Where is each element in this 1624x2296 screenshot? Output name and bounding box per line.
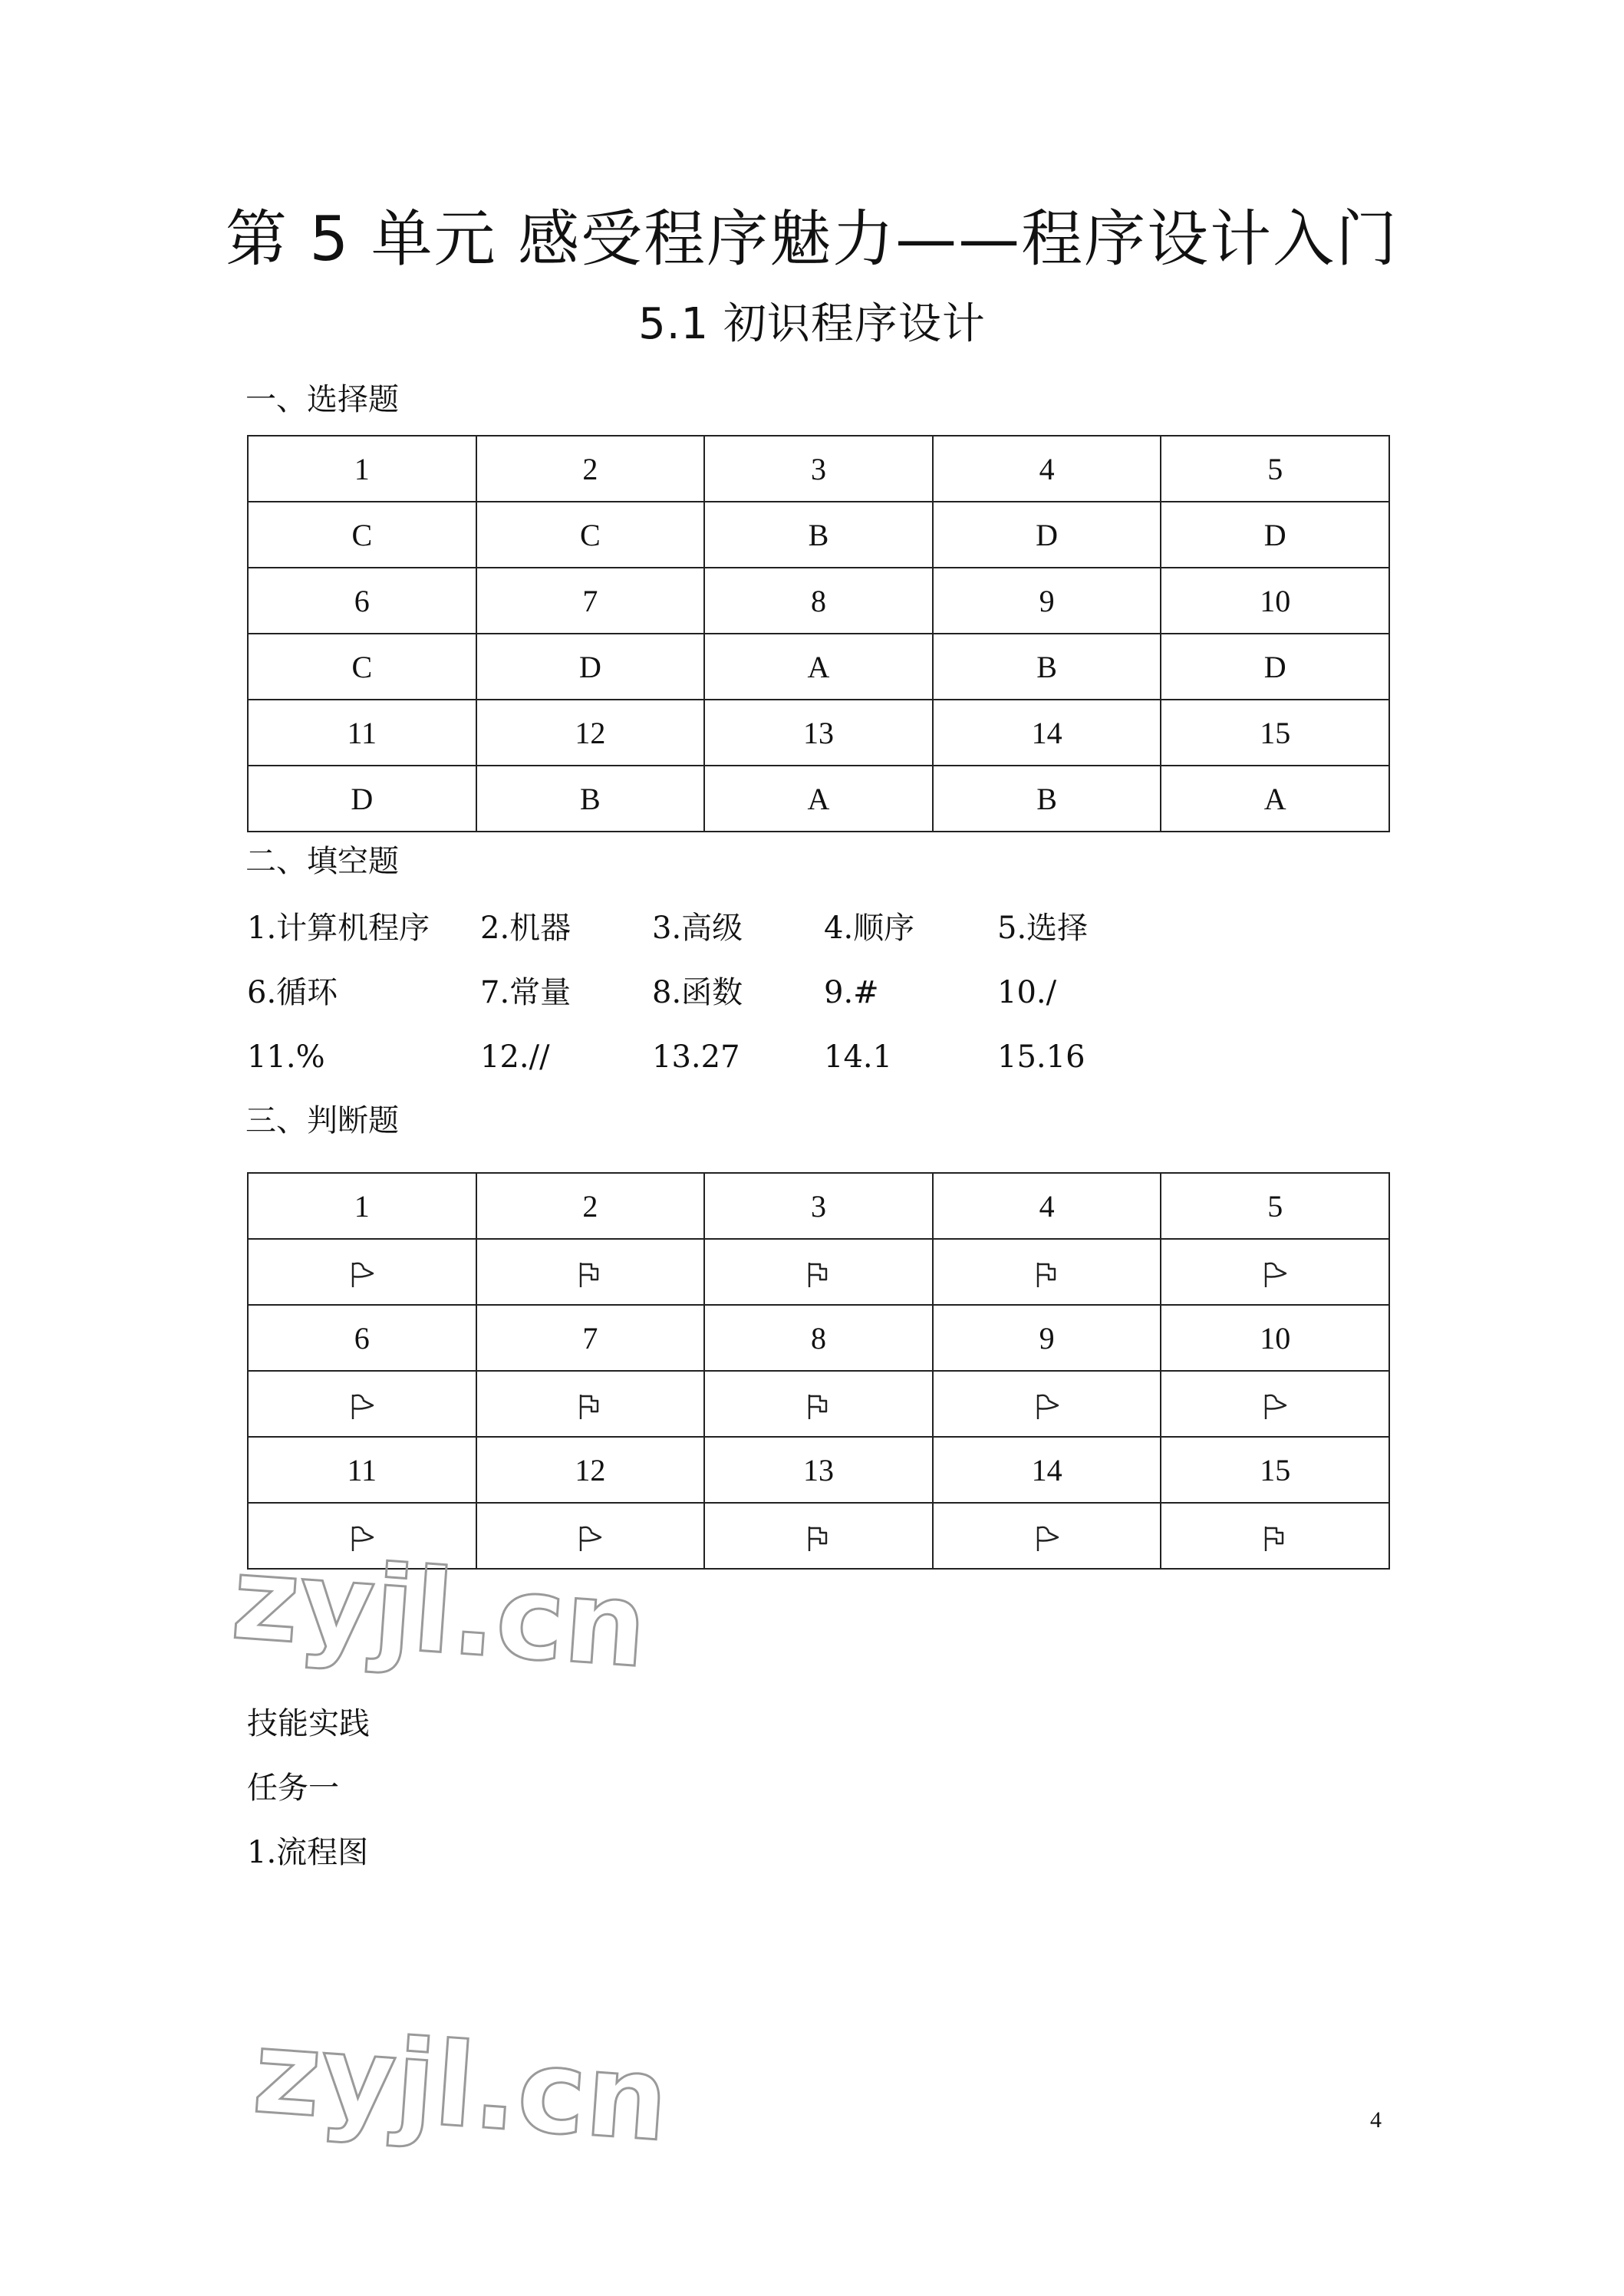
question-number-cell: 14 — [933, 1437, 1161, 1503]
question-number-cell: 12 — [476, 700, 705, 766]
question-number-cell: 4 — [933, 436, 1161, 502]
lesson-subtitle: 5.1 初识程序设计 — [638, 299, 986, 349]
judgement-cell — [1161, 1371, 1389, 1437]
choice-answer-table — [247, 435, 1390, 832]
question-number-cell: 12 — [476, 1437, 705, 1503]
fill-answer: 6.循环 — [247, 975, 338, 1010]
practice-item: 1.流程图 — [247, 1835, 369, 1870]
practice-heading: 技能实践 — [247, 1706, 370, 1741]
answer-cell: C — [248, 634, 476, 700]
question-number-cell: 8 — [704, 568, 933, 634]
question-number-row — [248, 1437, 1389, 1503]
fill-answer: 9.# — [824, 975, 879, 1010]
wrong-flag-icon — [803, 1392, 834, 1422]
question-number-cell: 11 — [248, 1437, 476, 1503]
question-number-cell: 2 — [476, 1173, 705, 1239]
judgement-cell — [933, 1239, 1161, 1305]
question-number-cell: 7 — [476, 1305, 705, 1371]
fill-answer: 13.27 — [652, 1039, 740, 1075]
judgement-row — [248, 1239, 1389, 1305]
question-number-cell: 10 — [1161, 1305, 1389, 1371]
judgement-cell — [1161, 1503, 1389, 1569]
fill-answer: 14.1 — [824, 1039, 893, 1075]
question-number-row — [248, 1305, 1389, 1371]
answer-cell: D — [933, 502, 1161, 568]
judgement-cell — [1161, 1239, 1389, 1305]
page-number: 4 — [1370, 2107, 1382, 2133]
judgement-cell — [704, 1239, 933, 1305]
judgement-row — [248, 1371, 1389, 1437]
judgement-cell — [704, 1371, 933, 1437]
judgement-cell — [933, 1371, 1161, 1437]
fill-answer: 11.% — [247, 1039, 325, 1075]
question-number-cell: 1 — [248, 436, 476, 502]
practice-task: 任务一 — [247, 1771, 339, 1806]
fill-answer: 8.函数 — [652, 975, 743, 1010]
judgement-cell — [248, 1239, 476, 1305]
judgement-cell — [248, 1371, 476, 1437]
answer-cell: A — [704, 634, 933, 700]
question-number-row — [248, 1173, 1389, 1239]
question-number-cell: 6 — [248, 1305, 476, 1371]
watermark-logo-2 — [245, 2005, 673, 2168]
question-number-row — [248, 568, 1389, 634]
fill-answer: 15.16 — [997, 1039, 1085, 1075]
question-number-cell: 9 — [933, 1305, 1161, 1371]
question-number-cell: 3 — [704, 436, 933, 502]
question-number-cell: 15 — [1161, 1437, 1389, 1503]
answer-row — [248, 502, 1389, 568]
question-number-cell: 8 — [704, 1305, 933, 1371]
correct-flag-icon — [347, 1260, 377, 1290]
wrong-flag-icon — [803, 1260, 834, 1290]
answer-cell: C — [248, 502, 476, 568]
answer-cell: B — [933, 766, 1161, 832]
fill-section-heading: 二、填空题 — [245, 844, 399, 879]
fill-answer: 10./ — [997, 975, 1057, 1010]
question-number-cell: 5 — [1161, 436, 1389, 502]
fill-answer: 1.计算机程序 — [247, 911, 430, 946]
question-number-cell: 14 — [933, 700, 1161, 766]
answer-cell: D — [248, 766, 476, 832]
wrong-flag-icon — [575, 1392, 605, 1422]
question-number-cell: 13 — [704, 1437, 933, 1503]
question-number-cell: 4 — [933, 1173, 1161, 1239]
answer-cell: B — [476, 766, 705, 832]
question-number-row — [248, 700, 1389, 766]
correct-flag-icon — [1260, 1392, 1290, 1422]
correct-flag-icon — [1260, 1260, 1290, 1290]
svg-text:zyjl.cn: zyjl.cn — [249, 2005, 673, 2168]
wrong-flag-icon — [803, 1524, 834, 1554]
judge-answer-table — [247, 1172, 1390, 1570]
choice-section-heading: 一、选择题 — [245, 382, 399, 417]
wrong-flag-icon — [1260, 1524, 1290, 1554]
question-number-cell: 13 — [704, 700, 933, 766]
wrong-flag-icon — [575, 1260, 605, 1290]
question-number-cell: 5 — [1161, 1173, 1389, 1239]
answer-cell: A — [704, 766, 933, 832]
question-number-cell: 3 — [704, 1173, 933, 1239]
answer-row — [248, 634, 1389, 700]
answer-cell: C — [476, 502, 705, 568]
fill-answer-row — [247, 971, 1390, 1014]
answer-cell: A — [1161, 766, 1389, 832]
fill-answer-row — [247, 1036, 1390, 1079]
judgement-cell — [704, 1503, 933, 1569]
answer-cell: B — [933, 634, 1161, 700]
correct-flag-icon — [1032, 1392, 1062, 1422]
correct-flag-icon — [575, 1524, 605, 1554]
judge-section-heading: 三、判断题 — [245, 1103, 399, 1138]
question-number-cell: 1 — [248, 1173, 476, 1239]
question-number-cell: 10 — [1161, 568, 1389, 634]
unit-title: 第 5 单元 感受程序魅力——程序设计入门 — [225, 203, 1399, 275]
question-number-cell: 15 — [1161, 700, 1389, 766]
answer-cell: D — [1161, 634, 1389, 700]
judgement-cell — [476, 1239, 705, 1305]
fill-answer: 5.选择 — [997, 911, 1089, 946]
fill-answer: 4.顺序 — [824, 911, 915, 946]
fill-answer: 3.高级 — [652, 911, 743, 946]
fill-answer: 12.// — [480, 1039, 550, 1075]
fill-answer: 2.机器 — [480, 911, 572, 946]
question-number-row — [248, 436, 1389, 502]
judgement-cell — [476, 1371, 705, 1437]
watermark-logo-1 — [224, 1531, 651, 1694]
question-number-cell: 6 — [248, 568, 476, 634]
judgement-cell — [933, 1503, 1161, 1569]
answer-row — [248, 766, 1389, 832]
answer-cell: D — [476, 634, 705, 700]
answer-cell: B — [704, 502, 933, 568]
question-number-cell: 7 — [476, 568, 705, 634]
correct-flag-icon — [347, 1392, 377, 1422]
correct-flag-icon — [1032, 1524, 1062, 1554]
fill-answer-row — [247, 907, 1390, 950]
wrong-flag-icon — [1032, 1260, 1062, 1290]
answer-cell: D — [1161, 502, 1389, 568]
question-number-cell: 2 — [476, 436, 705, 502]
question-number-cell: 9 — [933, 568, 1161, 634]
svg-text:zyjl.cn: zyjl.cn — [228, 1531, 651, 1694]
fill-answer: 7.常量 — [480, 975, 572, 1010]
question-number-cell: 11 — [248, 700, 476, 766]
